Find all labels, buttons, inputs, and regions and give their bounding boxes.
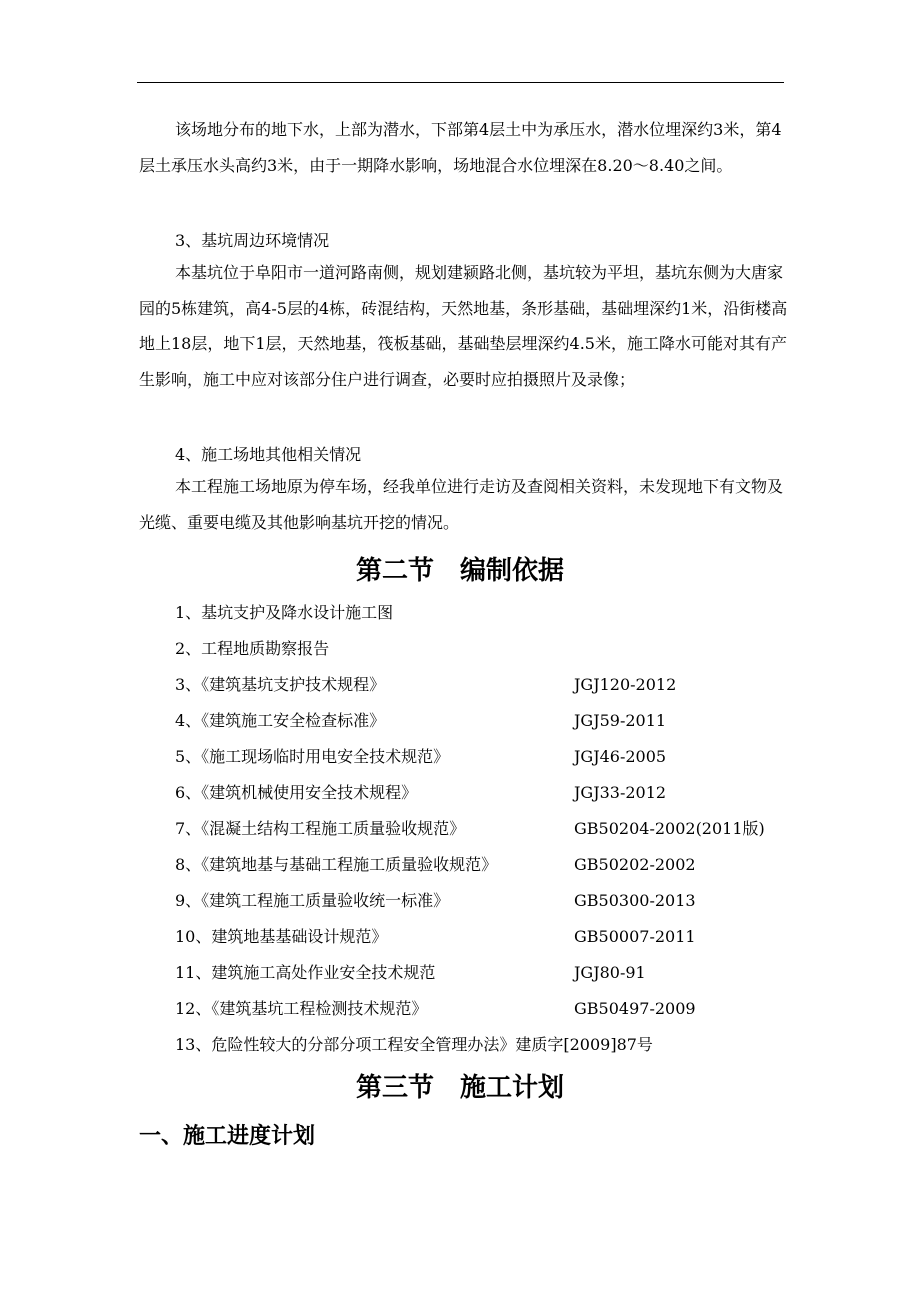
reference-item xyxy=(0,638,920,660)
reference-code: JGJ120-2012 xyxy=(574,675,677,694)
reference-item xyxy=(0,710,920,732)
reference-title: 13、危险性较大的分部分项工程安全管理办法》建质字[2009]87号 xyxy=(175,1035,653,1054)
item4-title: 4、施工场地其他相关情况 xyxy=(175,445,362,464)
reference-code: JGJ46-2005 xyxy=(574,747,667,766)
reference-title: 10、建筑地基基础设计规范》 xyxy=(175,927,388,946)
reference-code: GB50204-2002(2011版) xyxy=(574,819,765,838)
reference-title: 9、《建筑工程施工质量验收统一标准》 xyxy=(175,891,450,910)
reference-item xyxy=(0,602,920,624)
reference-code: GB50202-2002 xyxy=(574,855,696,874)
reference-item xyxy=(0,1034,920,1056)
reference-item xyxy=(0,854,920,876)
reference-code: JGJ33-2012 xyxy=(574,783,667,802)
reference-item xyxy=(0,962,920,984)
groundwater-paragraph: 该场地分布的地下水，上部为潜水，下部第4层土中为承压水，潜水位埋深约3米，第4层土承压水头高约3米，由于一期降水影响，场地混合水位埋深在8.20～8.40之间。 xyxy=(139,120,782,175)
reference-code: GB50300-2013 xyxy=(574,891,696,910)
surroundings-paragraph: 本基坑位于阜阳市一道河路南侧，规划建颍路北侧，基坑较为平坦，基坑东侧为大唐家园的5栋建筑，高4-5层的4栋，砖混结构，天然地基，条形基础，基础埋深约1米，沿街楼高地上18层，地下1层，天然地基，筏板基础，基础垫层埋深约4.5米，施工降水可能对其有产生影响，施工中应对该部分住户进行调查，必要时应拍摄照片及录像； xyxy=(139,263,788,390)
reference-title: 2、工程地质勘察报告 xyxy=(175,639,330,658)
reference-title: 1、基坑支护及降水设计施工图 xyxy=(175,603,394,622)
reference-code: JGJ59-2011 xyxy=(574,711,667,730)
reference-item xyxy=(0,782,920,804)
reference-item xyxy=(0,818,920,840)
reference-title: 5、《施工现场临时用电安全技术规范》 xyxy=(175,747,450,766)
reference-title: 3、《建筑基坑支护技术规程》 xyxy=(175,675,386,694)
reference-title: 11、建筑施工高处作业安全技术规范 xyxy=(175,963,436,982)
section2-heading: 第二节 编制依据 xyxy=(355,556,564,586)
reference-title: 7、《混凝土结构工程施工质量验收规范》 xyxy=(175,819,466,838)
reference-item xyxy=(0,674,920,696)
reference-code: GB50007-2011 xyxy=(574,927,696,946)
reference-item xyxy=(0,746,920,768)
reference-title: 4、《建筑施工安全检查标准》 xyxy=(175,711,386,730)
reference-item xyxy=(0,998,920,1020)
reference-title: 12、《建筑基坑工程检测技术规范》 xyxy=(175,999,428,1018)
reference-title: 6、《建筑机械使用安全技术规程》 xyxy=(175,783,418,802)
reference-code: JGJ80-91 xyxy=(574,963,646,982)
reference-item xyxy=(0,926,920,948)
site-paragraph: 本工程施工场地原为停车场，经我单位进行走访及查阅相关资料，未发现地下有文物及光缆、重要电缆及其他影响基坑开挖的情况。 xyxy=(139,477,784,532)
item3-title: 3、基坑周边环境情况 xyxy=(175,231,330,250)
header-rule xyxy=(137,82,784,83)
reference-code: GB50497-2009 xyxy=(574,999,696,1018)
reference-item xyxy=(0,890,920,912)
schedule-subheading: 一、施工进度计划 xyxy=(139,1123,316,1149)
section3-heading: 第三节 施工计划 xyxy=(355,1073,564,1103)
reference-title: 8、《建筑地基与基础工程施工质量验收规范》 xyxy=(175,855,498,874)
